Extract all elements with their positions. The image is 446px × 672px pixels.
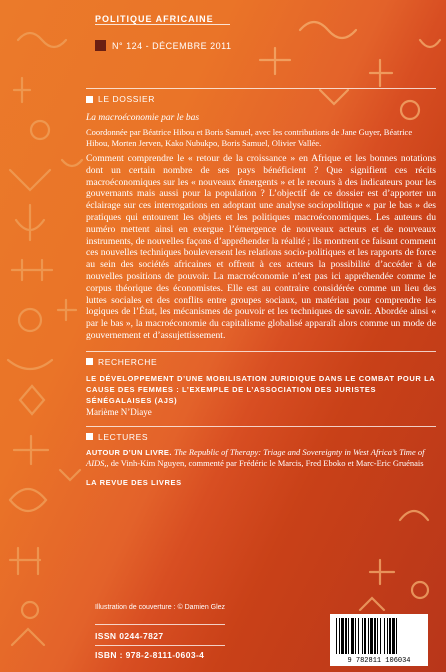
barcode-bar [377, 618, 378, 654]
barcode-bar [392, 618, 395, 654]
barcode-bars [330, 614, 428, 658]
lectures-rest: , de Vinh-Kim Nguyen, commenté par Frédéric le Marcis, Fred Eboko et Marc-Eric Gruénais [106, 458, 424, 469]
recherche-author: Marième N’Diaye [86, 406, 152, 417]
barcode-bar [368, 618, 369, 654]
barcode-bar [348, 618, 349, 654]
barcode-bar [358, 618, 359, 654]
lectures-lead: AUTOUR D’UN LIVRE. [86, 447, 172, 457]
revue-des-livres: LA REVUE DES LIVRES [86, 477, 182, 487]
barcode-bar [364, 618, 366, 654]
footer-rule-top [95, 624, 225, 625]
section-square-icon [86, 96, 93, 103]
barcode-bar [370, 618, 373, 654]
dossier-heading [86, 88, 436, 104]
dossier-text: Comment comprendre le « retour de la croissance » en Afrique et les bonnes notations dont un certain nombre de ses pays bénéficient ? Que signifient ces récits macroéconomiques sur les « nouveaux émergents » et le recours à des indicateurs pour les gouvernants mais aussi pour la population ? L’objectif de ce dossier est d’apporter un éclairage sur ces interrogations en adoptant une analyse sociopolitique « par le bas » des pratiques qui entourent les objets et les politiques macroéconomiques. Les auteurs du numéro mettent ainsi en exergue l’émergence de nouveaux acteurs et de nouveaux instruments, de nouvelles façons d’appréhender la réalité ; ils montrent ce faisant comment ces nouvelles techniques bouleversent les relations socio-politiques et les rapports de force au sein des sociétés africaines et offrent à ces acteurs la possibilité d’accéder à de nouvelles positions de pouvoir. La macroéconomie n’est pas ici appréhendée comme le corpus théorique des économistes. Elle est au contraire considérée comme un lieu des luttes sociales et des conflits entre groupes sociaux, un matériau pour comprendre les logiques de l’État, les mécanismes de pouvoir et les techniques de savoir. Abordée ainsi « par le bas », la macroéconomie du capitalisme globalisé apparaît alors comme un mode de gouvernement et d’assujettissement. [86, 153, 436, 341]
recherche-label: RECHERCHE [98, 356, 158, 367]
barcode-bar [336, 618, 337, 654]
issue-square-icon [95, 40, 106, 51]
barcode-bar [380, 618, 381, 654]
barcode-bar [351, 618, 354, 654]
recherche-heading [86, 351, 436, 367]
journal-name: POLITIQUE AFRICAINE [95, 14, 214, 24]
lectures-label: LECTURES [98, 431, 149, 442]
footer-rule-middle [95, 645, 225, 646]
symbol-group-left [8, 33, 82, 645]
header-rule [95, 24, 230, 25]
barcode-bar [396, 618, 397, 654]
dossier-title: La macroéconomie par le bas [86, 113, 200, 123]
barcode-bar [339, 618, 340, 654]
dossier-coordination: Coordonnée par Béatrice Hibou et Boris Samuel, avec les contributions de Jane Guyer, Béatrice Hibou, Morten Jerven, Kako Nubukpo, Boris Samuel, Olivier Vallée. [86, 127, 413, 148]
barcode-bar [384, 618, 385, 654]
barcode-bar [355, 618, 356, 654]
issue-number: N° 124 - DÉCEMBRE 2011 [112, 41, 232, 51]
lectures-book-title: The Republic of Therapy: Triage and Sovereignty in West Africa’s Time of AIDS, [86, 446, 425, 469]
barcode-bar [362, 618, 363, 654]
recherche-title: LE DÉVELOPPEMENT D’UNE MOBILISATION JURIDIQUE DANS LE COMBAT POUR LA CAUSE DES FEMMES : L’EXEMPLE DE L’ASSOCIATION DES JURISTES SÉNÉGALAISES (AJS) [86, 373, 436, 405]
contents-panel [86, 88, 436, 487]
barcode-number: 9 782811 106034 [347, 657, 411, 665]
isbn: ISBN : 978-2-8111-0603-4 [95, 650, 205, 660]
cover-credit: Illustration de couverture : © Damien Glez [95, 604, 226, 611]
lectures-heading [86, 426, 436, 442]
barcode-bar [374, 618, 376, 654]
barcode-bar [389, 618, 391, 654]
lectures-entry [86, 447, 436, 470]
issn: ISSN 0244-7827 [95, 631, 164, 641]
barcode-bar [341, 618, 344, 654]
section-square-icon [86, 433, 93, 440]
barcode-bar [387, 618, 388, 654]
dossier-label: LE DOSSIER [98, 94, 156, 104]
section-square-icon [86, 358, 93, 365]
barcode-bar [345, 618, 347, 654]
